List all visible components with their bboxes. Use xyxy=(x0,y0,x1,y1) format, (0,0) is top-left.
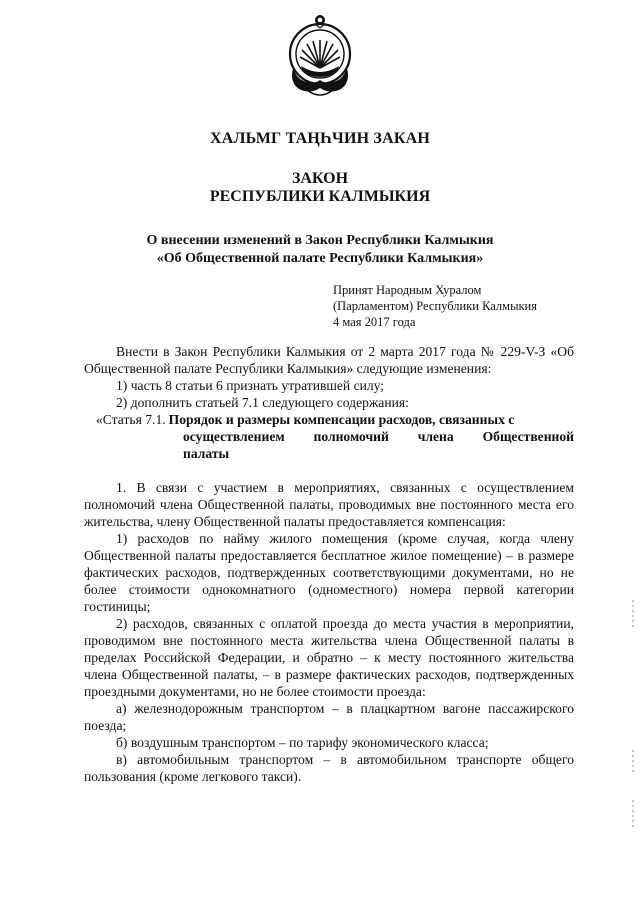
adoption-note xyxy=(333,282,603,330)
law-heading-line1: ЗАКОН xyxy=(291,170,349,187)
law-title-line2: «Об Общественной палате Республики Калмыкия» xyxy=(156,251,484,266)
subitem-a: а) железнодорожным транспортом – в плацкартном вагоне пассажирского поезда; xyxy=(84,701,574,733)
intro-paragraph: Внести в Закон Республики Калмыкия от 2 марта 2017 года № 229-V-З «Об Общественной палате Республики Калмыкия» следующие изменения: xyxy=(84,344,574,376)
amendment-item-2: 2) дополнить статьей 7.1 следующего содержания: xyxy=(116,395,409,410)
paragraph-1-item-1: 1) расходов по найму жилого помещения (кроме случая, когда члену Общественной палаты предоставляется бесплатное жилое помещение) – в размере фактических расходов, подтвержденных соответствующими документами, но не более стоимости однокомнатного (одноместного) номера первой категории гостиницы; xyxy=(84,531,574,614)
subitem-c: в) автомобильным транспортом – в автомобильном транспорте общего пользования (кроме легкового такси). xyxy=(84,752,574,784)
adoption-line2: (Парламентом) Республики Калмыкия xyxy=(333,299,537,313)
article-name-line2: осуществлением полномочий члена Общественной xyxy=(183,429,574,444)
article-number: «Статья 7.1. xyxy=(96,412,166,427)
law-body xyxy=(84,343,574,785)
article-heading xyxy=(84,411,574,428)
law-title xyxy=(0,232,640,268)
subitem-b: б) воздушным транспортом – по тарифу экономического класса; xyxy=(116,735,489,750)
paragraph-1: 1. В связи с участием в мероприятиях, связанных с осуществлением полномочий члена Общественной палаты, проводимых вне постоянного места его жительства, члену Общественной палаты предоставляется компенсация: xyxy=(84,480,574,529)
law-heading xyxy=(0,170,640,206)
kalmyk-title: ХАЛЬМГ ТАҢҺЧИН ЗАКАН xyxy=(209,130,431,147)
adoption-date: 4 мая 2017 года xyxy=(333,315,416,329)
amendment-item-1: 1) часть 8 статьи 6 признать утратившей силу; xyxy=(116,378,385,393)
law-heading-line2: РЕСПУБЛИКИ КАЛМЫКИЯ xyxy=(209,188,431,205)
scan-margin-marks xyxy=(632,600,634,840)
adoption-line1: Принят Народным Хуралом xyxy=(333,283,482,297)
paragraph-1-item-2: 2) расходов, связанных с оплатой проезда до места участия в мероприятии, проводимом вне постоянного места жительства члена Общественной палаты в пределах Российской Федерации, и обратно – к месту постоянного жительства члена Общественной палаты, – в размере фактических расходов, подтвержденных проездными документами, но не более стоимости проезда: xyxy=(84,616,574,699)
article-name-line1: Порядок и размеры компенсации расходов, связанных с xyxy=(168,412,515,427)
kalmykia-coat-of-arms-icon xyxy=(285,6,355,116)
article-name-line3: палаты xyxy=(183,446,230,461)
law-title-line1: О внесении изменений в Закон Республики Калмыкия xyxy=(146,233,494,248)
